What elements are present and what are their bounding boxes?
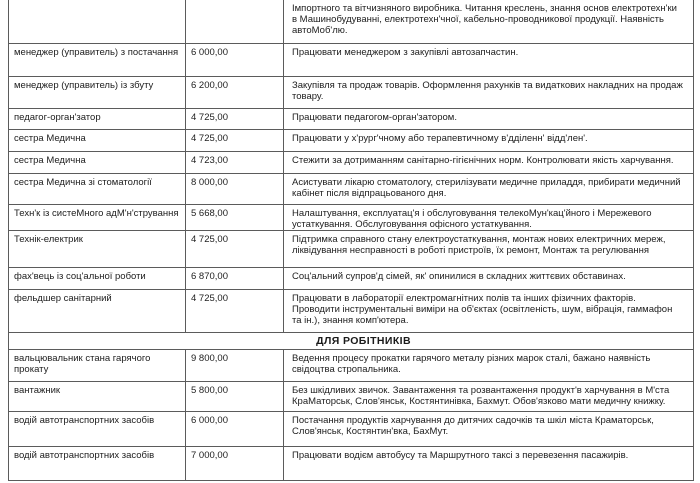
salary-cell [186, 0, 284, 43]
section-header-row [9, 333, 693, 350]
description-cell: Соц'альний супров'д сімей, як' опинилися в складних життєвих обставинах. [292, 271, 626, 282]
table-row [9, 174, 693, 205]
salary-cell: 5 800,00 [186, 382, 284, 411]
salary-cell: 4 725,00 [186, 231, 284, 267]
table-row [9, 382, 693, 412]
table-row [9, 77, 693, 109]
description-cell: Асистувати лікарю стоматологу, стерилізувати медичне приладдя, прибирати медичний кабінет після відпрацьованого дня. [292, 177, 681, 199]
job-title-cell: фах'вець із соц'альної роботи [9, 268, 186, 289]
salary-cell: 4 725,00 [186, 290, 284, 332]
job-title-cell: водій автотранспортних засобів [9, 447, 186, 480]
description-cell: Постачання продуктів харчування до дитячих садочків та шкіл міста Краматорськ, Слов'янськ, Костянтин'вка, БахМут. [292, 415, 654, 437]
description-cell: Працювати в лабораторії електромагнітних полів та інших фізичних факторів. Проводити інструментальні виміри на об'єктах (освітленість, шум, вібрація, гаммафон та ін.), знання комп'ютера. [292, 293, 673, 326]
description-cell: Підтримка справного стану електроустаткування, монтаж нових електричних мереж, ліквідування несправності в роботі пристроїв, їх ремонт, Монтаж та регулювання [292, 234, 666, 256]
job-title-cell: вальцювальник стана гарячого прокату [9, 350, 186, 381]
job-title-cell: водій автотранспортних засобів [9, 412, 186, 446]
salary-cell: 9 800,00 [186, 350, 284, 381]
job-title-cell: сестра Медична [9, 130, 186, 151]
table-row [9, 290, 693, 333]
salary-cell: 4 725,00 [186, 130, 284, 151]
salary-cell: 6 200,00 [186, 77, 284, 108]
job-title-cell: педагог-орган'затор [9, 109, 186, 129]
table-row [9, 231, 693, 268]
table-row [9, 205, 693, 231]
table-row [9, 350, 693, 382]
description-cell: Закупівля та продаж товарів. Оформлення рахунків та видаткових накладних на продаж товару. [292, 80, 683, 102]
job-title-cell: сестра Медична [9, 152, 186, 173]
job-title-cell: Техн'к із систеМного адМ'н'стрування [9, 205, 186, 230]
description-cell: Ведення процесу прокатки гарячого металу різних марок сталі, бажано наявність свідоцтва стропальника. [292, 353, 651, 375]
description-cell: Без шкідливих звичок. Завантаження та розвантаження продукт'в харчування в М'ста КраМаторськ, Слов'янськ, Костянтинівка, Бахмут. Обов'язково мати медичну книжку. [292, 385, 670, 407]
job-title-cell: вантажник [9, 382, 186, 411]
table-row [9, 0, 693, 44]
table-row [9, 447, 693, 481]
salary-cell: 4 723,00 [186, 152, 284, 173]
table-row [9, 152, 693, 174]
description-cell: Стежити за дотриманням санітарно-гігієнічних норм. Контролювати якість харчування. [292, 155, 674, 166]
description-cell: Працювати менеджером з закупівлі автозапчастин. [292, 47, 519, 58]
job-title-cell: фельдшер санітарний [9, 290, 186, 332]
vacancy-table [8, 0, 694, 481]
salary-cell: 6 000,00 [186, 412, 284, 446]
job-title-cell: Технік-електрик [9, 231, 186, 267]
salary-cell: 8 000,00 [186, 174, 284, 204]
job-title-cell: менеджер (управитель) з постачання [9, 44, 186, 76]
description-cell: Налаштування, експлуатац'я і обслуговування телекоМун'кац'йного і Мережевого устаткування. Обслуговування офісного устаткування. [292, 208, 652, 230]
salary-cell: 6 870,00 [186, 268, 284, 289]
table-row [9, 130, 693, 152]
table-row [9, 268, 693, 290]
description-cell: Імпортного та вітчизняного виробника. Читання креслень, знання основ електротехн'ки в Машинобудуванні, електротехн'чної, кабельно-проводникової продукції. Наявність автоМоб'лю. [292, 3, 677, 36]
table-row [9, 109, 693, 130]
description-cell: Працювати у х'рург'чному або терапевтичному в'дділенн' відд'лен'. [292, 133, 588, 144]
salary-cell: 5 668,00 [186, 205, 284, 230]
description-cell: Працювати водієм автобусу та Маршрутного таксі з перевезення пасажирів. [292, 450, 629, 461]
table-row [9, 44, 693, 77]
job-title-cell: менеджер (управитель) із збуту [9, 77, 186, 108]
table-row [9, 412, 693, 447]
salary-cell: 6 000,00 [186, 44, 284, 76]
job-title-cell [9, 0, 186, 43]
salary-cell: 7 000,00 [186, 447, 284, 480]
section-header-title: ДЛЯ РОБІТНИКІВ [316, 335, 411, 347]
description-cell: Працювати педагогом-орган'затором. [292, 112, 457, 123]
salary-cell: 4 725,00 [186, 109, 284, 129]
job-title-cell: сестра Медична зі стоматології [9, 174, 186, 204]
